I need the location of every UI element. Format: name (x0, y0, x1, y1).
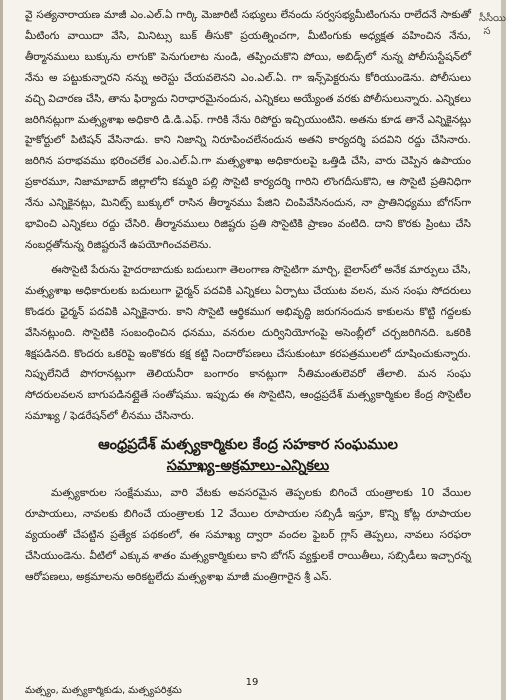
page-number: 19 (245, 677, 259, 688)
section-heading-line-2: సమాఖ్య-అక్రమాలు-ఎన్నికలు (166, 458, 330, 475)
running-footer: మత్స్యం, మత్స్యకార్మికుడు, మత్స్యపరిశ్రమ (25, 685, 182, 696)
margin-handwriting: సీసీయిస (479, 13, 506, 37)
paragraph-1: వై సత్యనారాయణ మాజీ ఎం.ఎల్.ఏ గార్కి మెజారిటీ సభ్యులు లేనందు సర్వసభ్యమీటింగును రాలేదనే సాకుతో మీటింగు వాయిదా వేసి, మినిట్సు బుక్ తీసుకొ ప్రయత్నించగా, మీటింగుకు అధ్యక్షత వహించిన నేను, తీర్మానములు బుక్కును లాగుకొ పెనుగులాట నుండి, తప్పించుకొని పోయి, అబిడ్స్‌లో నున్న పోలీసుస్టేషన్‌లో నేను అ పట్టుకున్నారని నన్ను అరెస్టు చేయవలెనని ఎం.ఎల్.ఏ. గా ఇన్స్‌పెక్టరును కోరియుండెను. పోలీసులు వచ్చి విచారణ చేసి, తాను ఫిర్యాదు నిరాధారమైనందున, ఎన్నికలు అయ్యేంత వరకు పోలీసులున్నారు. ఎన్నికలు జరిగినట్లుగా మత్స్యశాఖ అధికారి డి.డి.ఎఫ్. గారికి నేను రిపోర్టు ఇచ్చియుంటిని. అతను కూడ తానే ఎన్నికైనట్లు హైకోర్టులో పిటిషన్ వేసినాడు. కాని నిజాన్ని నిరూపించలేనందున అతని కార్యదర్శి పదవిని రద్దు చేసినారు. జరిగిన పరాభవము భరించలేక ఎం.ఎల్.ఏ.గా మత్స్యశాఖ అధికారులపై ఒత్తిడి చేసి, వారు చెప్పిన ఉపాయం ప్రకారమూ, నిజామాబాద్ జిల్లాలోని కమ్మరి పల్లి సొసైటి కార్యదర్శి గారిని లొంగదీసుకొని, ఆ సొసైటి ప్రతినిధిగా నేను ఎన్నికైనట్లు, మినిట్స్ బుక్కులో రాసిన తీర్మానము పేజిని చింపివేసినందున, నా ప్రాతినిధ్యము బోగస్‌గా భావించి ఎన్నికలు రద్దు చేసిరి. తీర్మానములు రిజిష్టరు ప్రతి సొసైటికి ప్రాణం వంటిది. దాని కొరకు ప్రింటు చేసి నంబర్లతోనున్న రిజిష్టరునే ఉపయోగించవలెను. (25, 9, 471, 251)
section-heading (25, 435, 471, 477)
section-heading-line-1: ఆంధ్రప్రదేశ్ మత్స్యకార్మికుల కేంద్ర సహకార సంఘముల (98, 437, 398, 454)
paragraph-2: ఈసొసైటి పేరును హైదరాబాదుకు బదులుగా తెలంగాణ సొసైటిగా మార్చి, బైలాస్‌లో అనేక మార్పులు చేసి, మత్స్యశాఖ అధికారులకు బదులుగా ఛైర్మన్ పదవికి ఎన్నికలు ఏర్పాటు చేయుట వలన, మన సంఘ సోదరులు కొండరు ఛైర్మన్ పదవికి ఎన్నికైనారు. కాని సొసైటి ఆర్థికముగ అభివృద్ధి జరుగనందున కాకులను కొట్టి గద్దలకు వేసినట్లుంది. సొసైటికి సంబంధించిన ధనము, వనరుల దుర్వినియోగంపై అసెంబ్లీలో చర్చజరిగినది. ఒకరికి శిక్షపడినది. కొందరు ఒకరిపై ఇంకొకరు కక్ష కట్టి నిందారోపణలు చేసుకుంటూ కరపత్రములలో దూషించుకున్నారు. నిప్పులేనిదే పొగరానట్లుగా తెలియనీరా బంగారం కానట్లుగా నీతిమంతులెవరో తేలాలి. మన సంఘ సోదరులవలన బాగుపడినట్లైతే సంతోషము. ఇప్పుడు ఈ సొసైటిని, ఆంధ్రప్రదేశ్ మత్స్యకార్మికుల కేంద్ర సొసైటీల సమాఖ్య / ఫెడరేషన్‌లో లీనము చేసినారు. (25, 263, 471, 423)
paragraph-3: మత్స్యకారుల సంక్షేమము, వారి వేటకు అవసరమైన తెప్పలకు బిగించే యంత్రాలకు 10 వేయిల రూపాయలు, నావలకు బిగించే యంత్రాలకు 12 వేయిల రూపాయల సబ్సిడీ ఇస్తూ, కొన్ని కోట్ల రూపాయల వ్యయంతో చేపట్టిన ప్రత్యేక పథకంలో, ఈ సమాఖ్య ద్వారా వందల ఫైబర్ గ్లాస్ తెప్పలు, నావలు సరఫరా చేసియుండెను. వీటిలో ఎక్కువ శాతం మత్స్యకార్మికులు కాని బోగస్ వ్యక్తులకే రాయితీలు, సబ్సిడీలు ఇచ్చారన్న ఆరోపణలు, అక్రమాలను అరికట్టలేదు మత్స్యశాఖ మాజీ మంత్రిగారైన శ్రీ ఎస్. (25, 487, 471, 583)
